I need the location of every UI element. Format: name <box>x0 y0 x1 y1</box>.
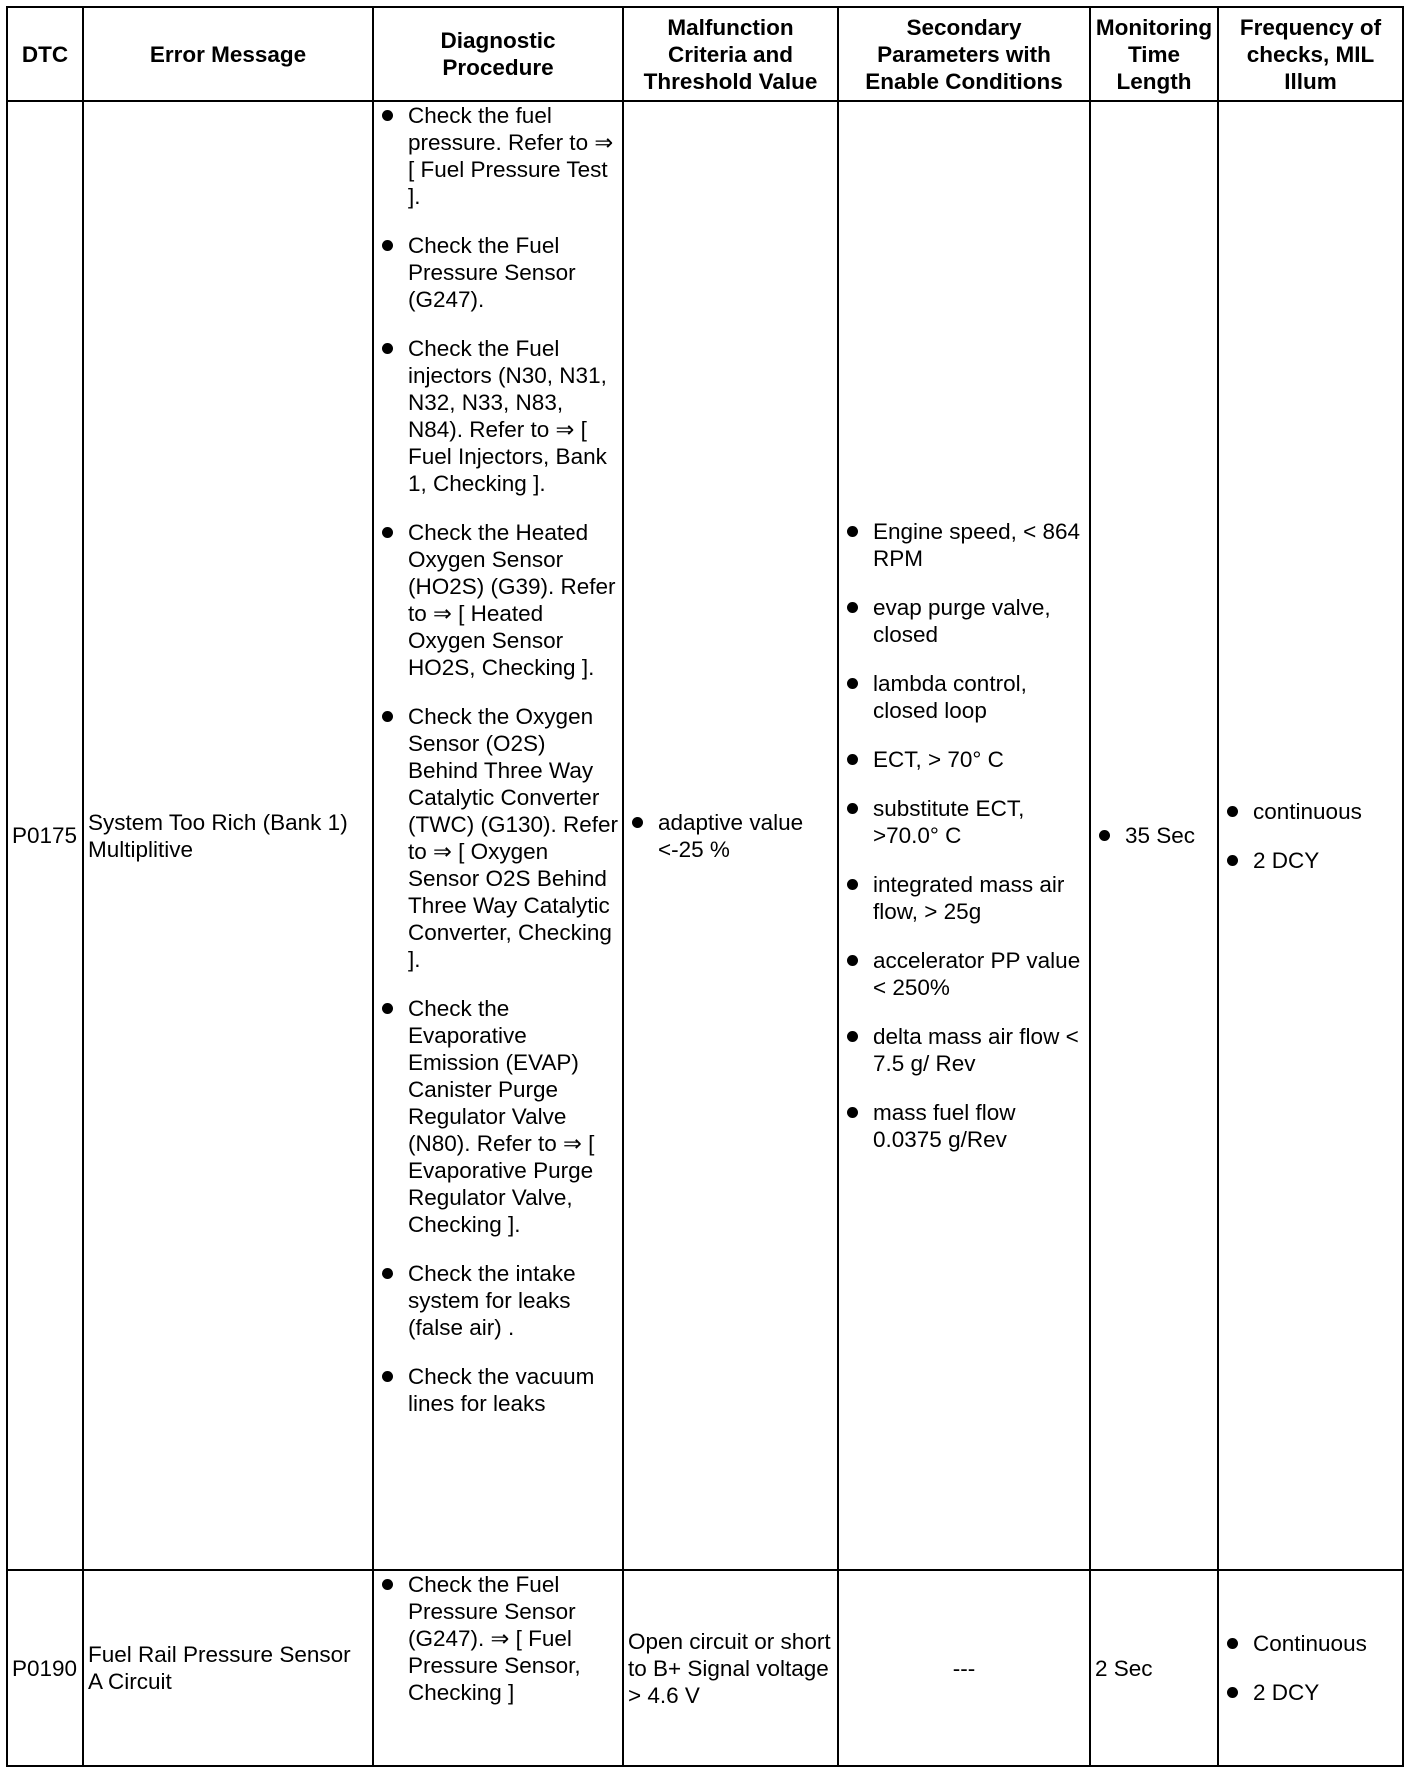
list-item: Check the fuel pressure. Refer to ⇒ [ Fuel Pressure Test ]. <box>378 102 618 210</box>
table-row <box>7 1570 1403 1766</box>
list-item: lambda control, closed loop <box>843 670 1085 724</box>
list-item: 2 DCY <box>1223 847 1398 874</box>
header-secondary-parameters: Secondary Parameters with Enable Conditions <box>838 7 1090 101</box>
header-monitoring-time: Monitoring Time Length <box>1090 7 1218 101</box>
list-item: integrated mass air flow, > 25g <box>843 871 1085 925</box>
dtc-code: P0190 <box>7 1570 83 1766</box>
frequency-list <box>1223 1630 1398 1706</box>
dtc-table <box>6 6 1404 1767</box>
list-item: ECT, > 70° C <box>843 746 1085 773</box>
list-item: Check the Heated Oxygen Sensor (HO2S) (G39). Refer to ⇒ [ Heated Oxygen Sensor HO2S, Checking ]. <box>378 519 618 681</box>
list-item: mass fuel flow 0.0375 g/Rev <box>843 1099 1085 1153</box>
list-item: Check the Oxygen Sensor (O2S) Behind Three Way Catalytic Converter (TWC) (G130). Refer to ⇒ [ Oxygen Sensor O2S Behind Three Way Catalytic Converter, Checking ]. <box>378 703 618 973</box>
secondary-parameters: --- <box>838 1570 1090 1766</box>
list-item: substitute ECT, >70.0° C <box>843 795 1085 849</box>
list-item: Check the Fuel Pressure Sensor (G247). <box>378 232 618 313</box>
table-row <box>7 101 1403 1570</box>
header-dtc: DTC <box>7 7 83 101</box>
list-item: Check the Fuel Pressure Sensor (G247). ⇒ [ Fuel Pressure Sensor, Checking ] <box>378 1571 618 1706</box>
list-item: Check the Evaporative Emission (EVAP) Canister Purge Regulator Valve (N80). Refer to ⇒ [ Evaporative Purge Regulator Valve, Checking ]. <box>378 995 618 1238</box>
procedure-list <box>378 102 618 1417</box>
list-item: delta mass air flow < 7.5 g/ Rev <box>843 1023 1085 1077</box>
error-message: System Too Rich (Bank 1) Multiplitive <box>83 101 373 1570</box>
malfunction-criteria <box>623 101 838 1570</box>
diagnostic-procedure <box>373 101 623 1570</box>
list-item: evap purge valve, closed <box>843 594 1085 648</box>
secondary-parameters <box>838 101 1090 1570</box>
list-item: Check the intake system for leaks (false air) . <box>378 1260 618 1341</box>
header-frequency: Frequency of checks, MIL Illum <box>1218 7 1403 101</box>
monitoring-time: 2 Sec <box>1090 1570 1218 1766</box>
frequency <box>1218 1570 1403 1766</box>
malfunction-criteria: Open circuit or short to B+ Signal voltage > 4.6 V <box>623 1570 838 1766</box>
list-item: Engine speed, < 864 RPM <box>843 518 1085 572</box>
header-malfunction-criteria: Malfunction Criteria and Threshold Value <box>623 7 838 101</box>
dtc-code: P0175 <box>7 101 83 1570</box>
list-item: continuous <box>1223 798 1398 825</box>
list-item: adaptive value <-25 % <box>628 809 833 863</box>
list-item: accelerator PP value < 250% <box>843 947 1085 1001</box>
header-row <box>7 7 1403 101</box>
criteria-list <box>628 809 833 863</box>
list-item: Check the vacuum lines for leaks <box>378 1363 618 1417</box>
procedure-list <box>378 1571 618 1706</box>
diagnostic-procedure <box>373 1570 623 1766</box>
monitoring-time <box>1090 101 1218 1570</box>
header-diagnostic-procedure: Diagnostic Procedure <box>373 7 623 101</box>
list-item: 35 Sec <box>1095 822 1213 849</box>
list-item: Continuous <box>1223 1630 1398 1657</box>
list-item: Check the Fuel injectors (N30, N31, N32, N33, N83, N84). Refer to ⇒ [ Fuel Injectors, Bank 1, Checking ]. <box>378 335 618 497</box>
header-error-message: Error Message <box>83 7 373 101</box>
frequency <box>1218 101 1403 1570</box>
list-item: 2 DCY <box>1223 1679 1398 1706</box>
error-message: Fuel Rail Pressure Sensor A Circuit <box>83 1570 373 1766</box>
frequency-list <box>1223 798 1398 874</box>
secondary-list <box>843 518 1085 1153</box>
monitoring-list <box>1095 822 1213 849</box>
